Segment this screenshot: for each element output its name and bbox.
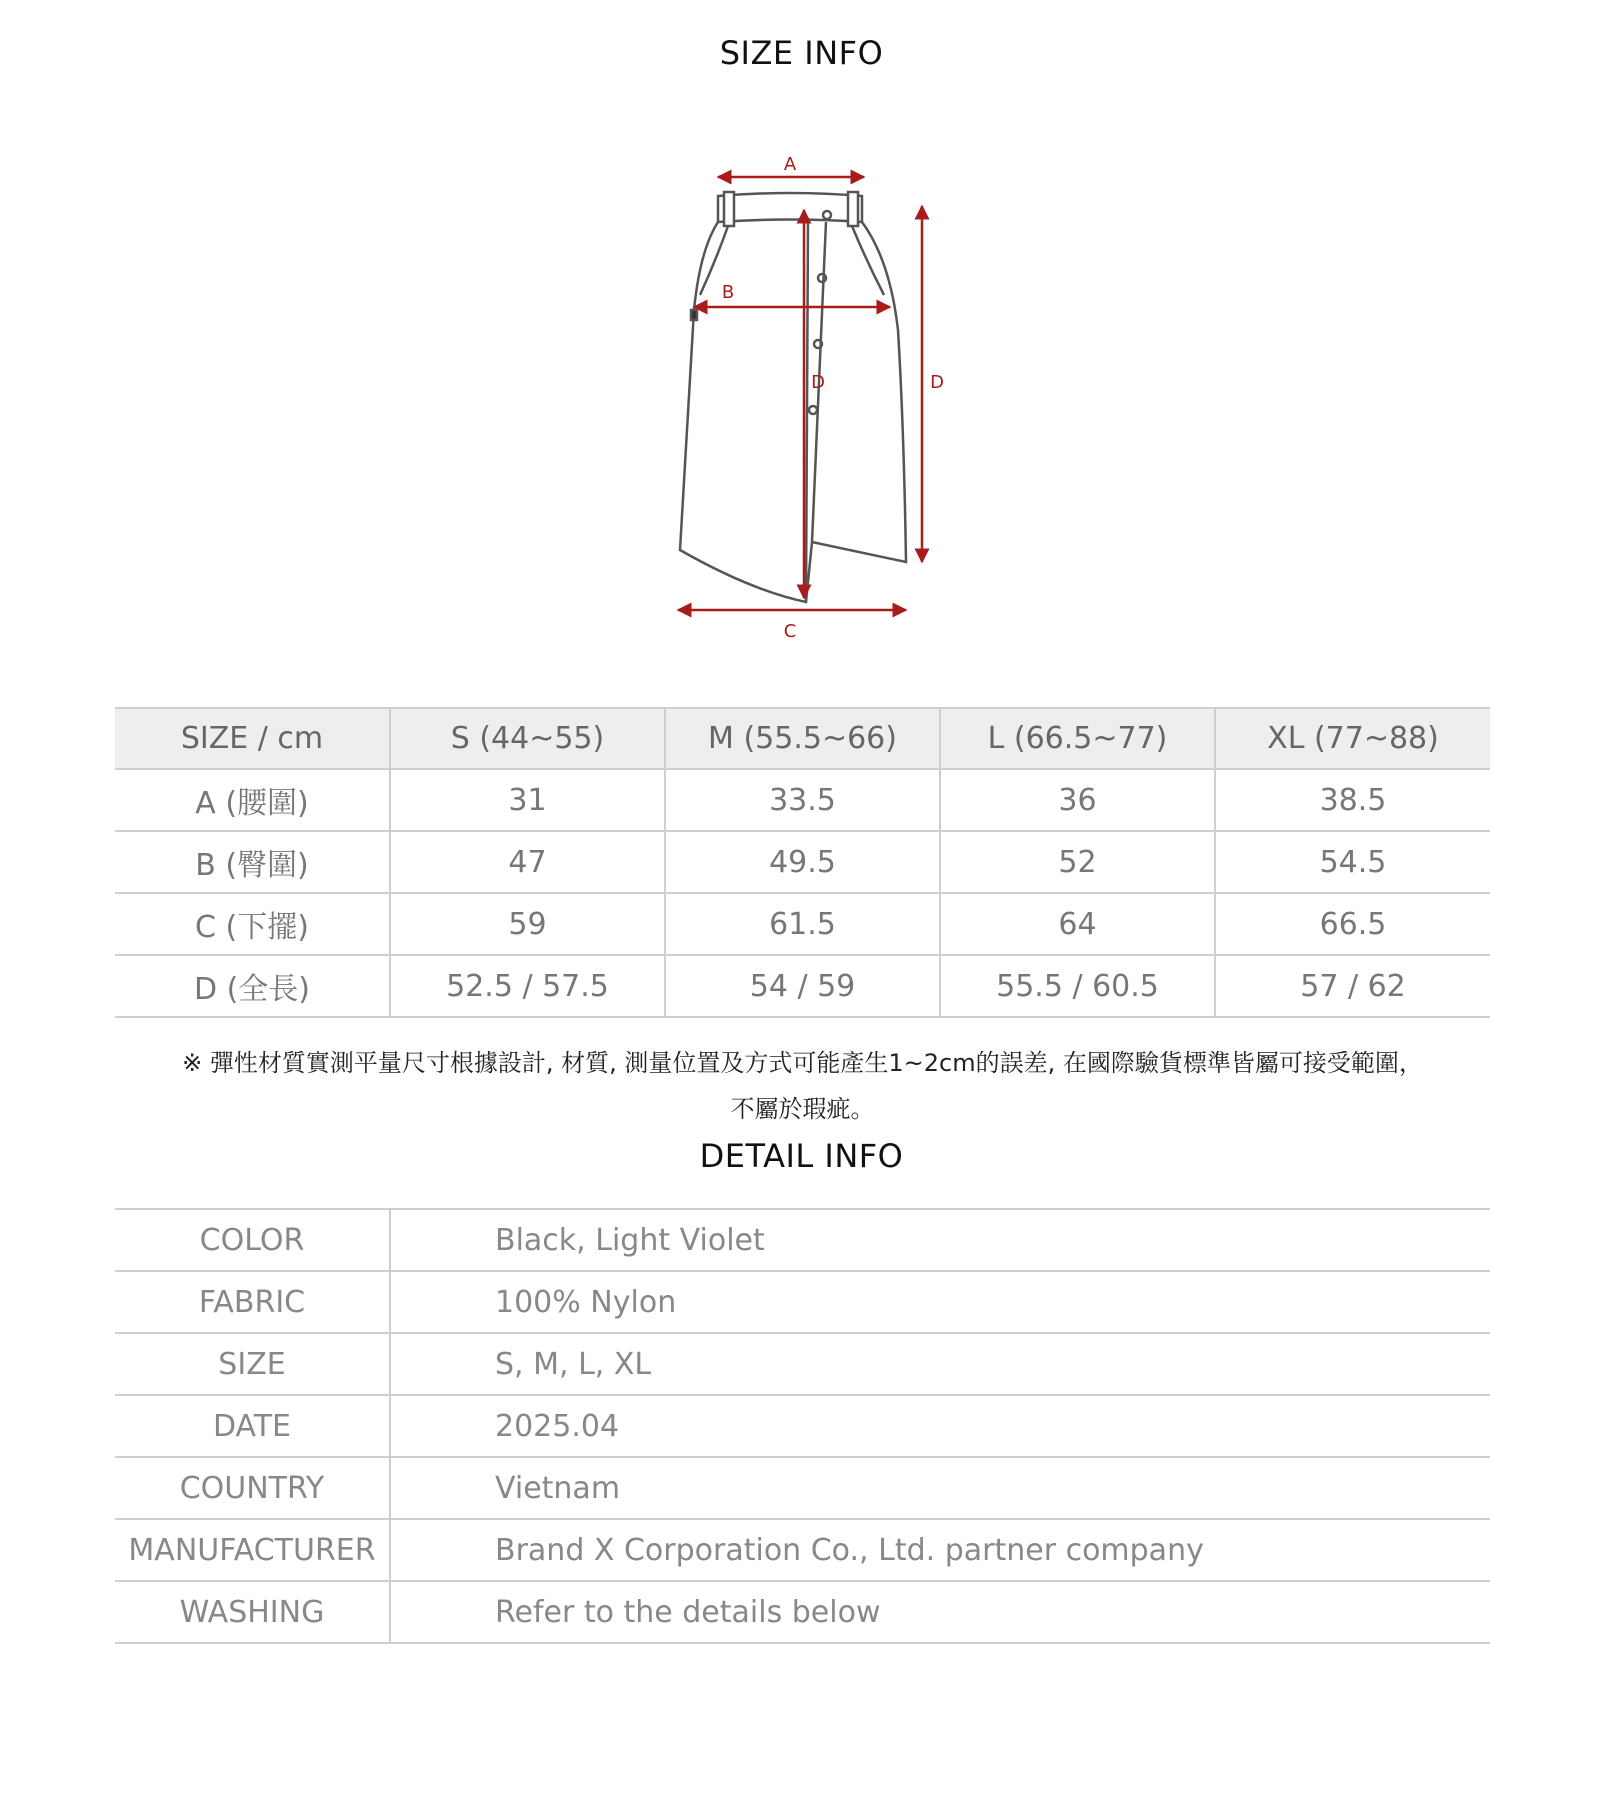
detail-label: MANUFACTURER bbox=[115, 1519, 390, 1581]
detail-value: 2025.04 bbox=[390, 1395, 1490, 1457]
detail-value: Black, Light Violet bbox=[390, 1209, 1490, 1271]
table-cell: 47 bbox=[390, 831, 665, 893]
table-row bbox=[115, 1271, 1490, 1333]
header-cell: S (44~55) bbox=[390, 708, 665, 769]
table-row bbox=[115, 955, 1490, 1017]
size-table bbox=[115, 707, 1490, 1018]
row-label: D (全長) bbox=[115, 955, 390, 1017]
detail-label: FABRIC bbox=[115, 1271, 390, 1333]
row-label: A (腰圍) bbox=[115, 769, 390, 831]
detail-value: Refer to the details below bbox=[390, 1581, 1490, 1643]
label-a: A bbox=[783, 154, 797, 175]
table-row bbox=[115, 893, 1490, 955]
table-cell: 54.5 bbox=[1215, 831, 1490, 893]
table-row bbox=[115, 769, 1490, 831]
table-cell: 61.5 bbox=[665, 893, 940, 955]
header-cell: M (55.5~66) bbox=[665, 708, 940, 769]
table-cell: 54 / 59 bbox=[665, 955, 940, 1017]
table-cell: 55.5 / 60.5 bbox=[940, 955, 1215, 1017]
table-row bbox=[115, 1209, 1490, 1271]
table-cell: 49.5 bbox=[665, 831, 940, 893]
measurement-arrows bbox=[678, 177, 922, 610]
size-info-title: SIZE INFO bbox=[719, 34, 884, 72]
detail-label: COLOR bbox=[115, 1209, 390, 1271]
table-row bbox=[115, 831, 1490, 893]
detail-value: 100% Nylon bbox=[390, 1271, 1490, 1333]
table-cell: 52.5 / 57.5 bbox=[390, 955, 665, 1017]
note-line: ※ 彈性材質實測平量尺寸根據設計, 材質, 測量位置及方式可能產生1~2cm的誤差, 在國際驗貨標準皆屬可接受範圍， bbox=[182, 1049, 1423, 1077]
detail-label: SIZE bbox=[115, 1333, 390, 1395]
label-c: C bbox=[783, 621, 797, 642]
detail-value: Brand X Corporation Co., Ltd. partner company bbox=[390, 1519, 1490, 1581]
detail-info-title: DETAIL INFO bbox=[699, 1137, 904, 1175]
table-cell: 66.5 bbox=[1215, 893, 1490, 955]
header-cell: SIZE / cm bbox=[115, 708, 390, 769]
label-b: B bbox=[721, 282, 735, 303]
header-cell: L (66.5~77) bbox=[940, 708, 1215, 769]
row-label: B (臀圍) bbox=[115, 831, 390, 893]
table-row bbox=[115, 1519, 1490, 1581]
measurement-note bbox=[110, 1040, 1495, 1132]
row-label: C (下擺) bbox=[115, 893, 390, 955]
size-table-header bbox=[115, 708, 1490, 769]
skirt-outline bbox=[680, 192, 906, 602]
table-cell: 64 bbox=[940, 893, 1215, 955]
detail-table bbox=[115, 1208, 1490, 1644]
table-cell: 57 / 62 bbox=[1215, 955, 1490, 1017]
table-cell: 52 bbox=[940, 831, 1215, 893]
table-cell: 38.5 bbox=[1215, 769, 1490, 831]
label-d-inner: D bbox=[811, 372, 825, 393]
table-row bbox=[115, 1457, 1490, 1519]
table-cell: 36 bbox=[940, 769, 1215, 831]
table-row bbox=[115, 1333, 1490, 1395]
label-d-outer: D bbox=[930, 372, 944, 393]
detail-label: DATE bbox=[115, 1395, 390, 1457]
detail-value: S, M, L, XL bbox=[390, 1333, 1490, 1395]
detail-value: Vietnam bbox=[390, 1457, 1490, 1519]
note-line: 不屬於瑕疵。 bbox=[730, 1095, 875, 1123]
table-cell: 33.5 bbox=[665, 769, 940, 831]
header-cell: XL (77~88) bbox=[1215, 708, 1490, 769]
detail-label: COUNTRY bbox=[115, 1457, 390, 1519]
skirt-measurement-diagram bbox=[0, 130, 1603, 650]
table-row bbox=[115, 1581, 1490, 1643]
table-cell: 31 bbox=[390, 769, 665, 831]
detail-label: WASHING bbox=[115, 1581, 390, 1643]
table-cell: 59 bbox=[390, 893, 665, 955]
table-row bbox=[115, 1395, 1490, 1457]
